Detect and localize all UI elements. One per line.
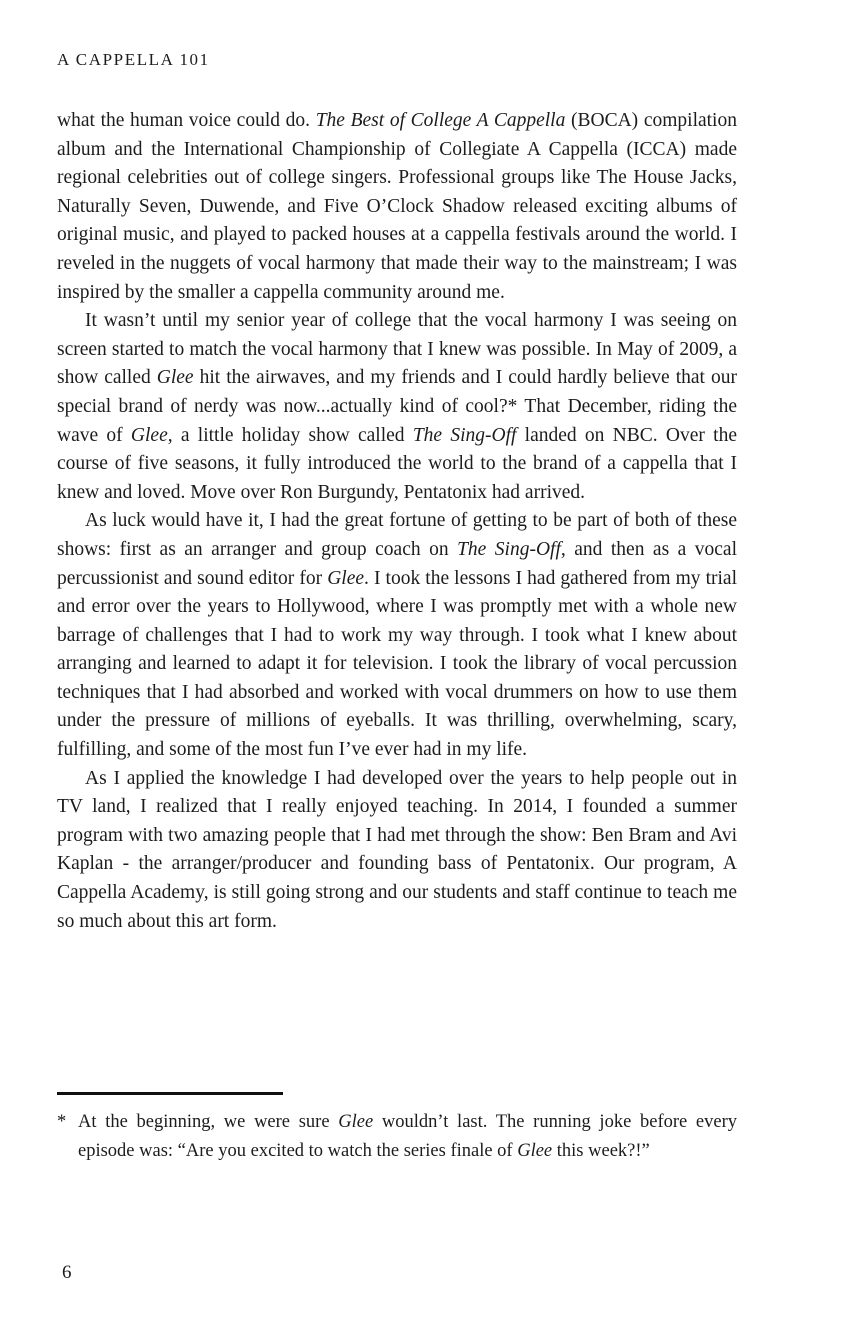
footnote (57, 1108, 737, 1165)
page-number: 6 (62, 1262, 72, 1283)
page-content (57, 50, 737, 936)
footnote-rule (57, 1092, 283, 1095)
body-paragraph: what the human voice could do. The Best of College A Cappella (BOCA) compilation album and the International Championship of Collegiate A Cappella (ICCA) made regional celebrities out of college singers. Professional groups like The House Jacks, Naturally Seven, Duwende, and Five O’Clock Shadow released exciting albums of original music, and played to packed houses at a cappella festivals around the world. I reveled in the nuggets of vocal harmony that made their way to the mainstream; I was inspired by the smaller a cappella community around me. (57, 110, 737, 303)
footnote-block (57, 1092, 737, 1165)
footnote-marker: * (57, 1112, 67, 1132)
body-paragraph: As luck would have it, I had the great fortune of getting to be part of both of these shows: first as an arranger and group coach on The Sing-Off, and then as a vocal percussionist and sound editor for Glee. I took the lessons I had gathered from my trial and error over the years to Hollywood, where I was promptly met with a whole new barrage of challenges that I had to work my way through. I took what I knew about arranging and learned to adapt it for television. I took the library of vocal percussion techniques that I had absorbed and worked with vocal drummers on how to use them under the pressure of millions of eyeballs. It was thrilling, overwhelming, scary, fulfilling, and some of the most fun I’ve ever had in my life. (57, 510, 737, 761)
body-text (57, 107, 737, 936)
footnote-text: At the beginning, we were sure Glee wouldn’t last. The running joke before every episode was: “Are you excited to watch the series finale of Glee this week?!” (78, 1112, 738, 1161)
running-header: A CAPPELLA 101 (57, 50, 210, 69)
body-paragraph: As I applied the knowledge I had developed over the years to help people out in TV land, I realized that I really enjoyed teaching. In 2014, I founded a summer program with two amazing people that I had met through the show: Ben Bram and Avi Kaplan - the arranger/producer and founding bass of Pentatonix. Our program, A Cappella Academy, is still going strong and our students and staff continue to teach me so much about this art form. (57, 767, 737, 932)
body-paragraph: It wasn’t until my senior year of college that the vocal harmony I was seeing on screen started to match the vocal harmony that I knew was possible. In May of 2009, a show called Glee hit the airwaves, and my friends and I could hardly believe that our special brand of nerdy was now...actually kind of cool?* That December, riding the wave of Glee, a little holiday show called The Sing-Off landed on NBC. Over the course of five seasons, it fully introduced the world to the brand of a cappella that I knew and loved. Move over Ron Burgundy, Pentatonix had arrived. (57, 310, 737, 503)
